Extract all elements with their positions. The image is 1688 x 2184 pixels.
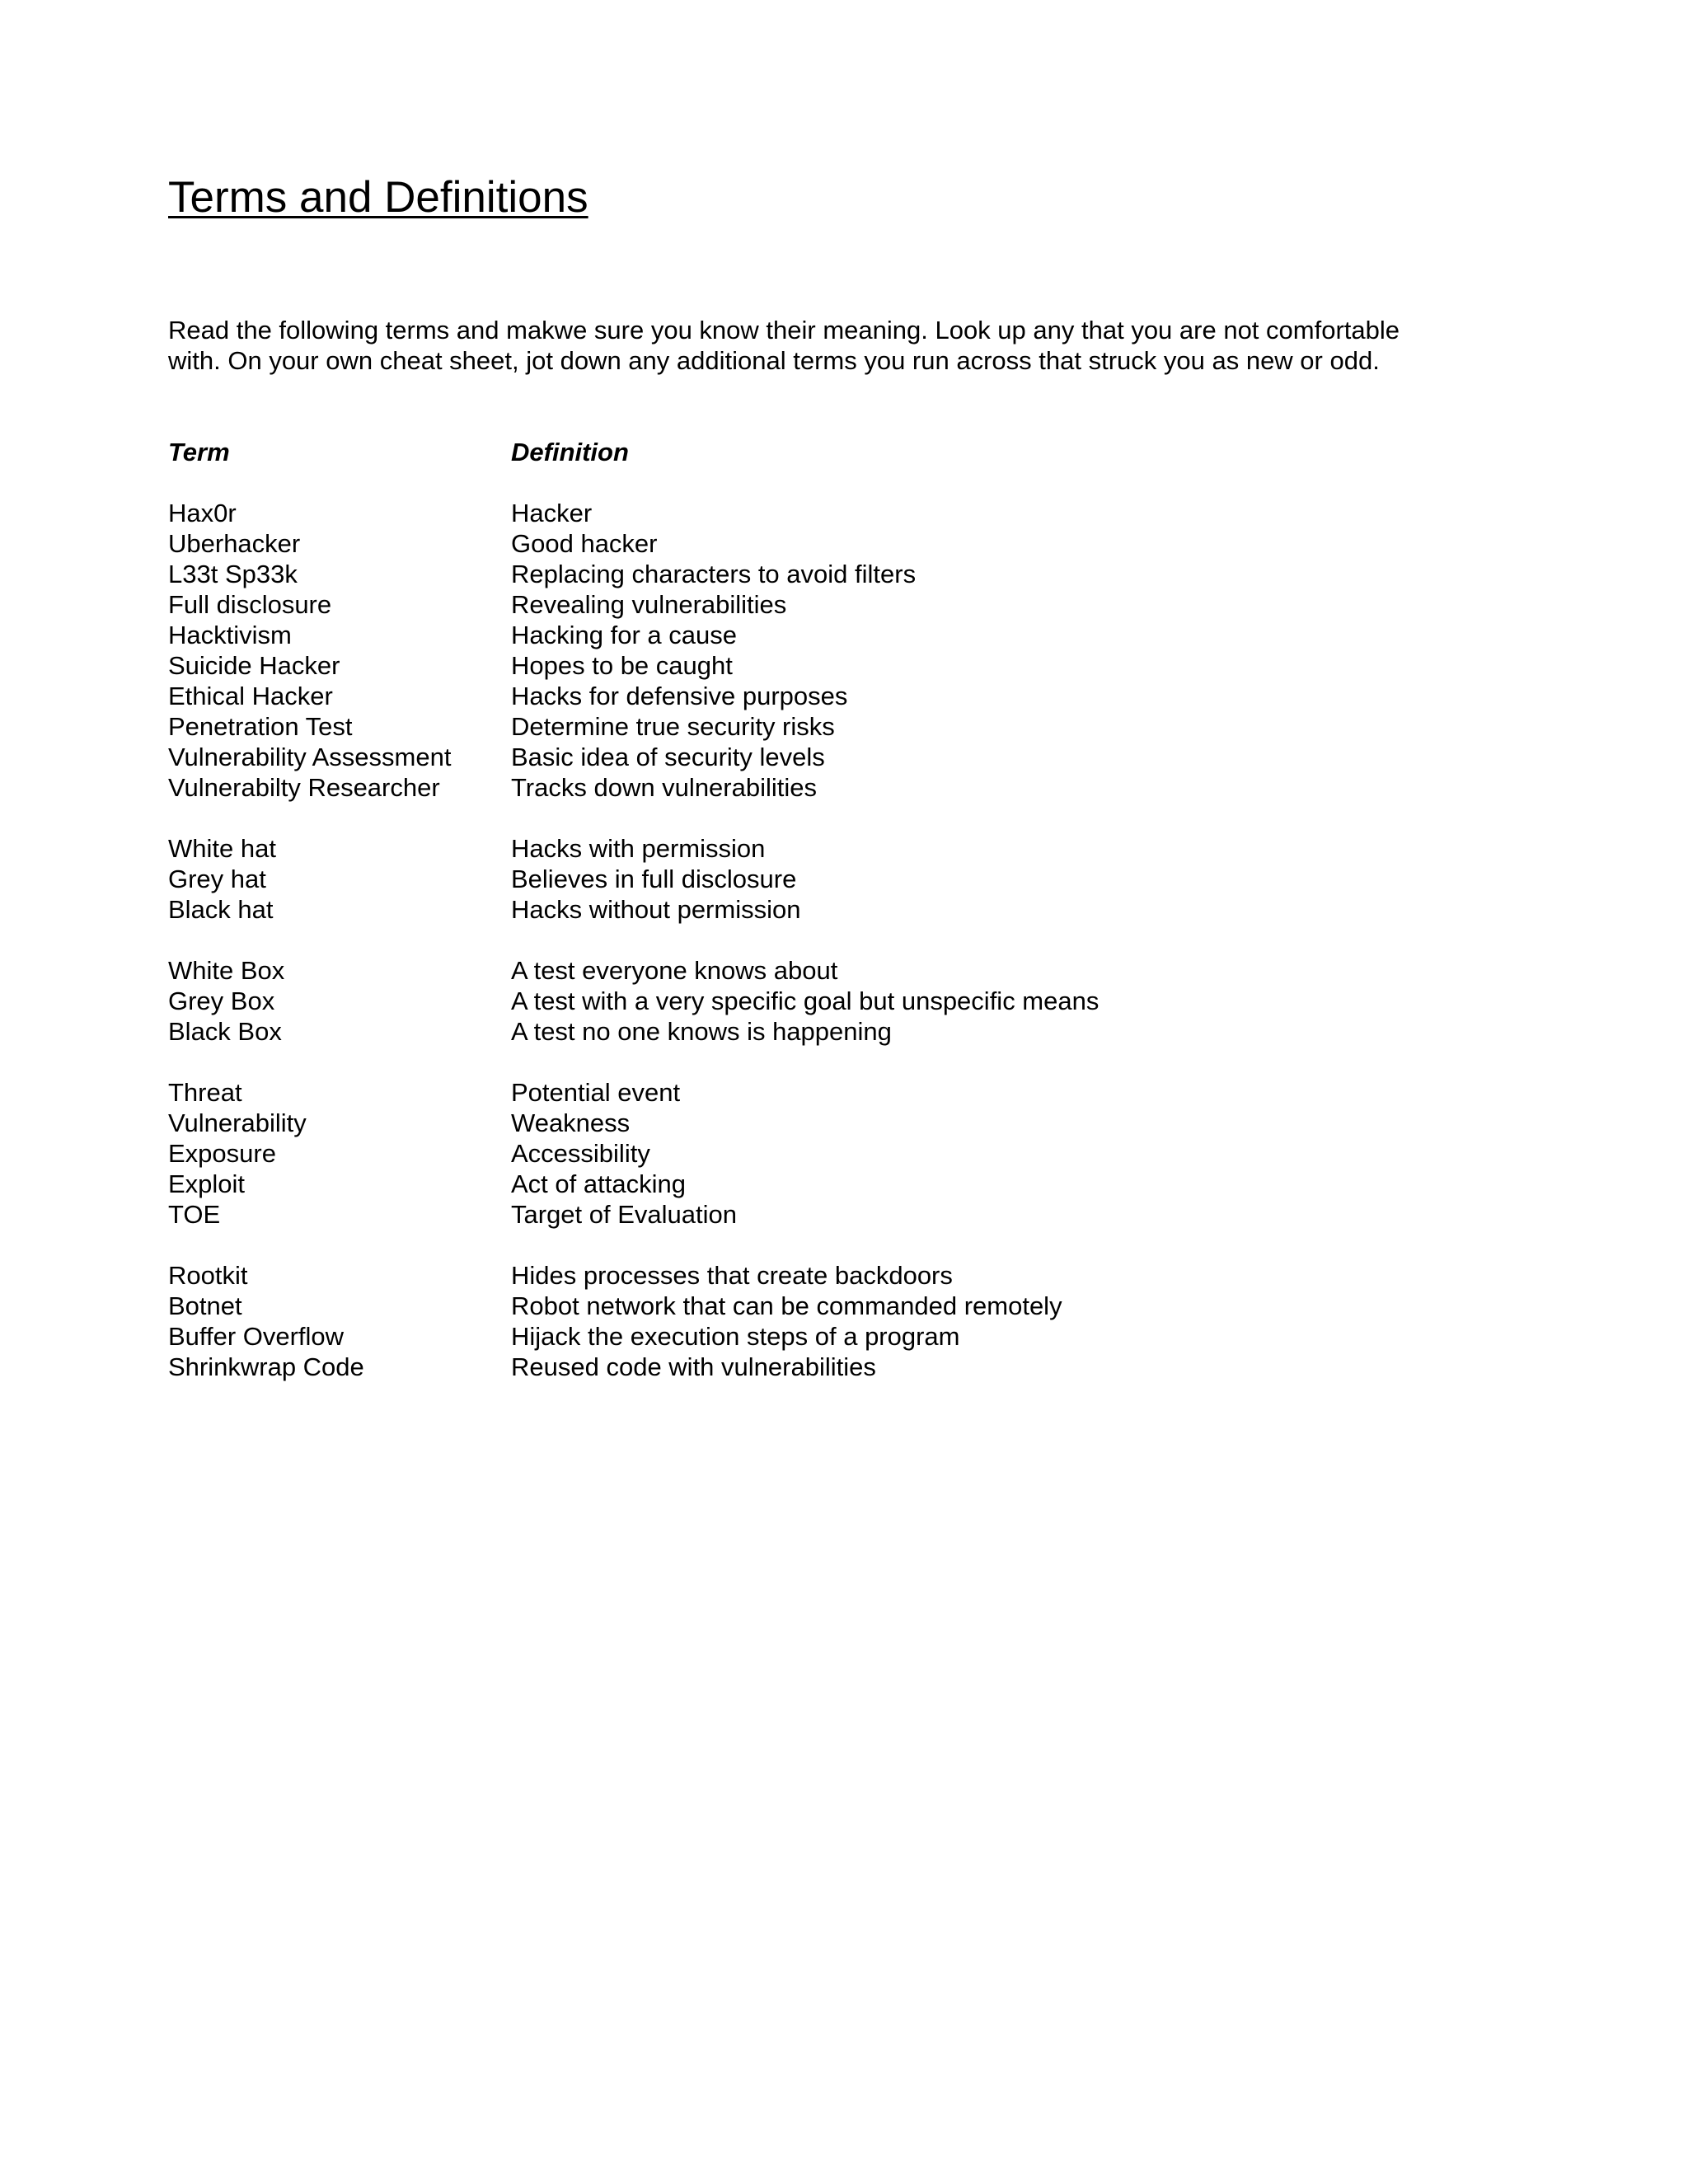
term-cell: Grey hat: [168, 865, 266, 893]
definition-cell: Hopes to be caught: [511, 651, 733, 680]
table-row: [168, 894, 1240, 925]
definition-cell: Hacking for a cause: [511, 621, 737, 649]
table-row: [168, 1016, 1240, 1047]
term-group: [168, 833, 1240, 925]
table-row: [168, 559, 1240, 589]
definition-cell: Hijack the execution steps of a program: [511, 1322, 960, 1351]
definition-cell: Potential event: [511, 1078, 681, 1107]
definition-cell: Target of Evaluation: [511, 1200, 738, 1229]
definition-column-header: Definition: [511, 438, 629, 466]
definition-cell: Act of attacking: [511, 1169, 686, 1198]
term-cell: White hat: [168, 834, 276, 863]
term-cell: Exploit: [168, 1169, 246, 1198]
definition-cell: Replacing characters to avoid filters: [511, 560, 917, 588]
table-row: [168, 1260, 1240, 1291]
definition-cell: Reused code with vulnerabilities: [511, 1352, 876, 1381]
definition-cell: Revealing vulnerabilities: [511, 590, 787, 619]
terms-table: [168, 498, 1240, 1413]
definition-cell: Basic idea of security levels: [511, 743, 825, 771]
table-row: [168, 1352, 1240, 1382]
intro-paragraph: [168, 315, 1520, 376]
table-header: [168, 437, 1157, 467]
term-cell: Ethical Hacker: [168, 682, 333, 710]
definition-cell: A test everyone knows about: [511, 956, 838, 985]
term-cell: Hax0r: [168, 499, 237, 527]
term-cell: Botnet: [168, 1291, 242, 1320]
page-title: Terms and Definitions: [168, 173, 588, 222]
term-cell: Vulnerabilty Researcher: [168, 773, 440, 802]
table-row: [168, 1169, 1240, 1199]
term-cell: Exposure: [168, 1139, 276, 1168]
term-cell: Shrinkwrap Code: [168, 1352, 364, 1381]
definition-cell: Hides processes that create backdoors: [511, 1261, 953, 1290]
table-row: [168, 681, 1240, 711]
term-cell: TOE: [168, 1200, 221, 1229]
definition-cell: Accessibility: [511, 1139, 650, 1168]
table-row: [168, 650, 1240, 681]
table-row: [168, 498, 1240, 528]
table-row: [168, 1321, 1240, 1352]
term-cell: Hacktivism: [168, 621, 292, 649]
term-group: [168, 955, 1240, 1047]
term-cell: Vulnerability: [168, 1108, 307, 1137]
definition-cell: Hacks with permission: [511, 834, 766, 863]
table-row: [168, 1138, 1240, 1169]
term-cell: Vulnerability Assessment: [168, 743, 452, 771]
term-cell: White Box: [168, 956, 285, 985]
table-row: [168, 1077, 1240, 1108]
term-cell: Rootkit: [168, 1261, 248, 1290]
term-group: [168, 498, 1240, 803]
table-row: [168, 833, 1240, 864]
term-cell: Penetration Test: [168, 712, 353, 741]
term-cell: L33t Sp33k: [168, 560, 298, 588]
table-row: [168, 528, 1240, 559]
definition-cell: Robot network that can be commanded remotely: [511, 1291, 1062, 1320]
definition-cell: Hacker: [511, 499, 593, 527]
table-row: [168, 1108, 1240, 1138]
definition-cell: A test with a very specific goal but unspecific means: [511, 987, 1100, 1015]
table-row: [168, 986, 1240, 1016]
table-row: [168, 711, 1240, 742]
definition-cell: Believes in full disclosure: [511, 865, 797, 893]
definition-cell: Hacks for defensive purposes: [511, 682, 848, 710]
term-group: [168, 1260, 1240, 1382]
definition-cell: Good hacker: [511, 529, 658, 558]
term-group: [168, 1077, 1240, 1230]
table-row: [168, 1291, 1240, 1321]
table-row: [168, 864, 1240, 894]
intro-line-1: Read the following terms and makwe sure you know their meaning. Look up any that you are not comfortable: [168, 316, 1400, 344]
definition-cell: Tracks down vulnerabilities: [511, 773, 818, 802]
term-cell: Full disclosure: [168, 590, 332, 619]
definition-cell: Hacks without permission: [511, 895, 801, 924]
term-column-header: Term: [168, 438, 230, 466]
table-row: [168, 955, 1240, 986]
term-cell: Uberhacker: [168, 529, 301, 558]
table-row: [168, 1199, 1240, 1230]
table-row: [168, 620, 1240, 650]
intro-line-2: with. On your own cheat sheet, jot down any additional terms you run across that struck you as new or odd.: [168, 346, 1380, 375]
term-cell: Buffer Overflow: [168, 1322, 345, 1351]
definition-cell: Weakness: [511, 1108, 631, 1137]
term-cell: Black Box: [168, 1017, 282, 1046]
definition-cell: Determine true security risks: [511, 712, 835, 741]
table-row: [168, 742, 1240, 772]
definition-cell: A test no one knows is happening: [511, 1017, 892, 1046]
term-cell: Grey Box: [168, 987, 275, 1015]
term-cell: Black hat: [168, 895, 274, 924]
table-row: [168, 772, 1240, 803]
table-row: [168, 589, 1240, 620]
term-cell: Threat: [168, 1078, 242, 1107]
term-cell: Suicide Hacker: [168, 651, 340, 680]
